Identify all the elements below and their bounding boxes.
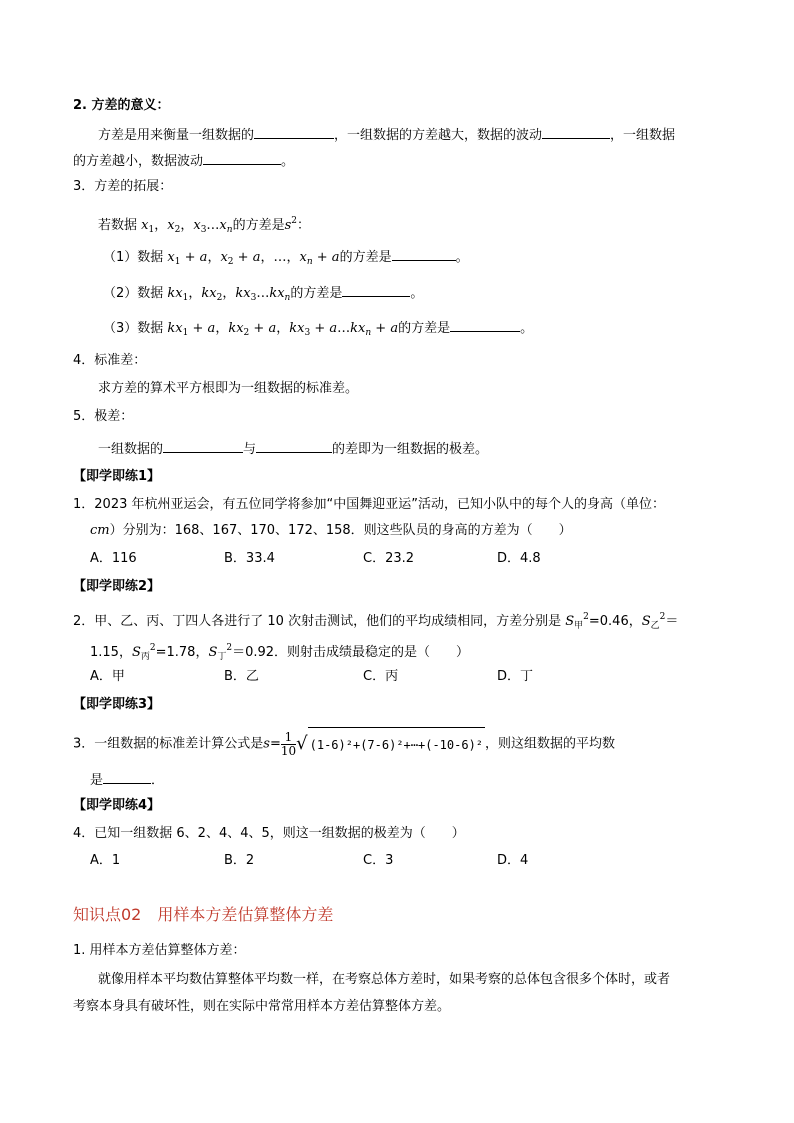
answer-blank[interactable] bbox=[450, 318, 520, 332]
answer-blank[interactable] bbox=[254, 125, 334, 139]
exercise-2-option-b[interactable]: B．乙 bbox=[224, 669, 259, 684]
s-yi: $S_乙^2$ bbox=[641, 612, 666, 631]
unit: cm bbox=[90, 523, 110, 538]
knowledge-point-paragraph-line-2: 考察本身具有破坏性，则在实际中常常用样本方差估算整体方差。 bbox=[73, 999, 451, 1014]
exercise-4-tag: 【即学即练4】 bbox=[73, 798, 161, 813]
text: = bbox=[269, 736, 281, 752]
text: ）分别为：168、167、170、172、158．则这些队员的身高的方差为（ ） bbox=[109, 523, 572, 538]
text: ： bbox=[296, 218, 310, 233]
exercise-3-line-1 bbox=[73, 727, 615, 761]
exercise-3-tag: 【即学即练3】 bbox=[73, 697, 161, 712]
section-3-item-2 bbox=[103, 283, 423, 307]
section-2-line-2 bbox=[73, 151, 294, 171]
section-3-intro bbox=[98, 212, 310, 239]
exercise-4-option-b[interactable]: B．2 bbox=[224, 853, 255, 868]
square-root: √ (1-6)²+(7-6)²+⋯+(-10-6)² bbox=[296, 727, 485, 761]
exercise-4-option-a[interactable]: A．1 bbox=[90, 853, 121, 868]
text: 的方差是 bbox=[232, 218, 285, 233]
section-4-body: 求方差的算术平方根即为一组数据的标准差。 bbox=[98, 381, 359, 396]
heading-number: 知识点02 bbox=[73, 905, 142, 924]
answer-blank[interactable] bbox=[256, 439, 332, 453]
section-3-item-3 bbox=[103, 318, 533, 342]
text: 3．一组数据的标准差计算公式是 bbox=[73, 736, 264, 752]
exercise-2-option-a[interactable]: A．甲 bbox=[90, 669, 125, 684]
text: ，一组数据 bbox=[610, 128, 676, 143]
s-ding: $S_丁^2$ bbox=[208, 643, 233, 662]
exercise-4-option-c[interactable]: C．3 bbox=[363, 853, 394, 868]
exercise-2-option-c[interactable]: C．丙 bbox=[363, 669, 399, 684]
fraction: $\frac{1}{10}$ bbox=[280, 729, 297, 758]
exercise-1-option-b[interactable]: B．33.4 bbox=[224, 551, 275, 566]
text: ． bbox=[151, 773, 165, 788]
knowledge-point-paragraph-line-1: 就像用样本平均数估算整体平均数一样，在考察总体方差时，如果考察的总体包含很多个体时，或者 bbox=[98, 972, 671, 987]
answer-blank[interactable] bbox=[392, 247, 456, 261]
exercise-2-tag: 【即学即练2】 bbox=[73, 579, 161, 594]
text: （3）数据 bbox=[103, 321, 164, 336]
section-2-line-1 bbox=[98, 125, 675, 145]
text: 的方差是 bbox=[339, 250, 392, 265]
section-2-title: 2. 方差的意义： bbox=[73, 98, 170, 113]
exercise-1-tag: 【即学即练1】 bbox=[73, 469, 161, 484]
text: （1）数据 bbox=[103, 250, 164, 265]
text: ，则这组数据的平均数 bbox=[485, 736, 616, 752]
answer-blank[interactable] bbox=[542, 125, 610, 139]
section-5-title: 5．极差： bbox=[73, 409, 134, 424]
text: 方差是用来衡量一组数据的 bbox=[98, 128, 255, 143]
text: 一组数据的 bbox=[98, 442, 164, 457]
text: 若数据 bbox=[98, 218, 138, 233]
math-expression: $kx_1$，$kx_2$，$kx_3\dots kx_n$ bbox=[167, 286, 291, 303]
section-5-body bbox=[98, 439, 488, 459]
answer-blank[interactable] bbox=[163, 439, 243, 453]
text: （2）数据 bbox=[103, 286, 164, 301]
math-expression: $x_1 + a$，$x_2 + a$，…，$x_n + a$ bbox=[167, 250, 340, 267]
answer-blank[interactable] bbox=[103, 770, 151, 784]
text: 的方差是 bbox=[398, 321, 451, 336]
s-jia: $S_甲^2$ bbox=[565, 612, 589, 631]
text: 。 bbox=[281, 154, 295, 169]
radicand: (1-6)²+(7-6)²+⋯+(-10-6)² bbox=[308, 727, 485, 760]
exercise-2-line-1 bbox=[73, 608, 678, 635]
math-s: s bbox=[263, 736, 270, 752]
exercise-4-line-1: 4．已知一组数据 6、2、4、4、5，则这一组数据的极差为（ ） bbox=[73, 826, 465, 841]
math-expression: $x_1$，$x_2$，$x_3\dots x_n$ bbox=[141, 218, 233, 235]
text: ＝ bbox=[665, 614, 679, 629]
exercise-4-option-d[interactable]: D．4 bbox=[497, 853, 529, 868]
exercise-1-option-d[interactable]: D．4.8 bbox=[497, 551, 541, 566]
exercise-1-option-c[interactable]: C．23.2 bbox=[363, 551, 415, 566]
text: 。 bbox=[410, 286, 424, 301]
section-3-item-1 bbox=[103, 247, 469, 271]
text: 。 bbox=[455, 250, 469, 265]
s-bing: $S_丙^2$ bbox=[131, 643, 156, 662]
text: 。 bbox=[520, 321, 534, 336]
text: =1.78， bbox=[155, 645, 209, 660]
text: 2．甲、乙、丙、丁四人各进行了 10 次射击测试，他们的平均成绩相同，方差分别是 bbox=[73, 614, 562, 629]
section-3-title: 3．方差的拓展： bbox=[73, 179, 173, 194]
exercise-3-line-2 bbox=[90, 770, 164, 790]
answer-blank[interactable] bbox=[203, 151, 281, 165]
exercise-1-option-a[interactable]: A．116 bbox=[90, 551, 137, 566]
heading-title: 用样本方差估算整体方差 bbox=[157, 905, 334, 924]
text: ，一组数据的方差越大，数据的波动 bbox=[334, 128, 543, 143]
knowledge-point-subtitle: 1. 用样本方差估算整体方差： bbox=[73, 943, 246, 958]
text: =0.46， bbox=[588, 614, 642, 629]
section-4-title: 4．标准差： bbox=[73, 353, 147, 368]
exercise-2-option-d[interactable]: D．丁 bbox=[497, 669, 534, 684]
answer-blank[interactable] bbox=[342, 283, 410, 297]
knowledge-point-heading bbox=[73, 906, 333, 924]
text: 的方差越小，数据波动 bbox=[73, 154, 204, 169]
text: 的差即为一组数据的极差。 bbox=[332, 442, 489, 457]
text: 与 bbox=[243, 442, 257, 457]
text: 是 bbox=[90, 773, 104, 788]
exercise-1-line-2 bbox=[90, 522, 572, 540]
math-expression: $s^2$ bbox=[284, 216, 297, 233]
math-expression: $kx_1 + a$，$kx_2 + a$，$kx_3$ + $a\dots kx_n + a$ bbox=[167, 321, 399, 338]
text: 的方差是 bbox=[290, 286, 343, 301]
exercise-2-line-2 bbox=[90, 639, 469, 666]
exercise-1-line-1: 1．2023 年杭州亚运会，有五位同学将参加“中国舞迎亚运”活动，已知小队中的每个人的身高（单位： bbox=[73, 497, 665, 512]
text: ＝0.92．则射击成绩最稳定的是（ ） bbox=[232, 645, 470, 660]
text: 1.15， bbox=[90, 645, 132, 660]
